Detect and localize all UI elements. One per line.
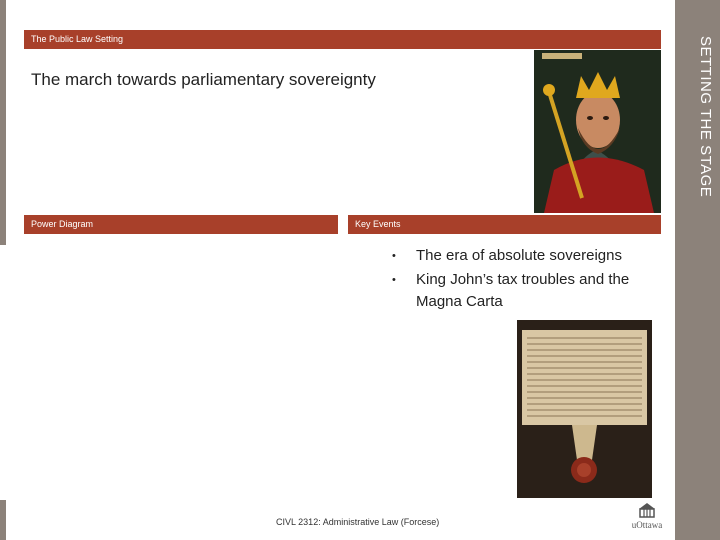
side-title: SETTING THE STAGE (697, 36, 714, 198)
footer-text: CIVL 2312: Administrative Law (Forcese) (276, 517, 440, 527)
bullet-text: The era of absolute sovereigns (416, 247, 622, 264)
key-events-list (392, 245, 662, 315)
king-portrait-image (534, 50, 661, 213)
bullet-icon: • (392, 274, 396, 286)
left-edge-gap (0, 245, 6, 500)
list-item (392, 245, 662, 267)
king-portrait-icon (534, 50, 661, 213)
header-bar: The Public Law Setting (24, 30, 661, 49)
bullet-text: King John’s tax troubles and the Magna Carta (416, 271, 630, 310)
university-logo-icon (625, 497, 669, 531)
key-events-bar: Key Events (348, 215, 661, 234)
magna-carta-image (517, 320, 652, 498)
magna-carta-icon (517, 320, 652, 498)
power-diagram-bar: Power Diagram (24, 215, 338, 234)
bullet-icon: • (392, 250, 396, 262)
uottawa-logo (625, 497, 669, 531)
logo-text: uOttawa (631, 520, 663, 530)
slide-title: The march towards parliamentary sovereignty (31, 70, 376, 89)
list-item (392, 269, 662, 313)
